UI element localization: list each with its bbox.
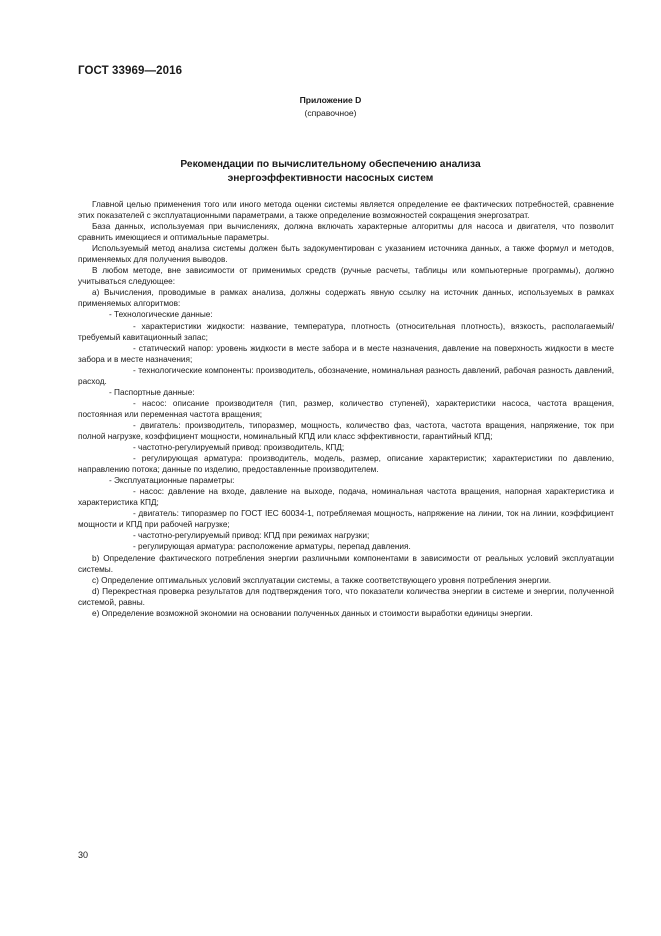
list-item: - регулирующая арматура: расположение арматуры, перепад давления.	[133, 542, 411, 552]
list-item: - частотно-регулируемый привод: КПД при режимах нагрузки;	[133, 531, 370, 541]
list-item: c) Определение оптимальных условий эксплуатации системы, а также соответствующего уровня потребления энергии.	[92, 575, 552, 585]
list-item: e) Определение возможной экономии на основании полученных данных и стоимости выработки единицы энергии.	[92, 608, 533, 618]
list-item: a) Вычисления, проводимые в рамках анализа, должны содержать явную ссылку на источник данных, используемых в рамках применяемых алгоритмов:	[78, 288, 614, 309]
list-item: - технологические компоненты: производитель, обозначение, номинальная разность давлений, рабочая разность давлений, расход.	[78, 365, 614, 386]
paragraph: Главной целью применения того или иного метода оценки системы является определение ее фактических потребностей, сравнение этих показателей с эксплуатационными параметрами, а также определение возможностей сокращения энергозатрат.	[78, 200, 614, 221]
page-number: 30	[78, 850, 89, 860]
paragraph: Используемый метод анализа системы должен быть задокументирован с указанием источника данных, а также формул и методов, применяемых для получения выводов.	[78, 244, 614, 265]
list-item: - двигатель: типоразмер по ГОСТ IEC 60034-1, потребляемая мощность, напряжение на линии, ток на линии, коэффициент мощности и КПД при рабочей нагрузке;	[78, 509, 614, 530]
list-item: - насос: описание производителя (тип, размер, количество ступеней), характеристики насоса, частота вращения, постоянная или переменная частота вращения;	[78, 398, 614, 419]
list-item: - частотно-регулируемый привод: производитель, КПД;	[133, 443, 345, 453]
list-item: b) Определение фактического потребления энергии различными компонентами в зависимости от реальных условий эксплуатации системы.	[78, 553, 614, 574]
appendix-subtitle: (справочное)	[304, 107, 357, 118]
paragraph: В любом методе, вне зависимости от применимых средств (ручные расчеты, таблицы или компьютерные программы), должно учитываться следующее:	[78, 266, 614, 287]
appendix-heading	[0, 94, 661, 119]
paragraph: База данных, используемая при вычислениях, должна включать характерные алгоритмы для насоса и двигателя, что позволит сравнить имеющиеся и оптимальные параметры.	[78, 222, 614, 243]
list-item: - статический напор: уровень жидкости в месте забора и в месте назначения, давление на поверхность жидкости в месте забора и в месте назначения;	[78, 343, 614, 364]
list-item: - характеристики жидкости: название, температура, плотность (относительная плотность), вязкость, располагаемый/требуемый кавитационный запас;	[78, 321, 614, 342]
standard-code: ГОСТ 33969—2016	[78, 65, 183, 77]
list-item: - насос: давление на входе, давление на выходе, подача, номинальная частота вращения, напорная характеристика и характеристика КПД;	[78, 487, 614, 508]
document-body	[78, 199, 614, 619]
appendix-title: Приложение D	[299, 95, 362, 105]
document-title-line-1: Рекомендации по вычислительному обеспечению анализа	[180, 159, 481, 170]
document-title-line-2: энергоэффективности насосных систем	[227, 172, 434, 184]
document-title	[0, 158, 661, 186]
list-item: - регулирующая арматура: производитель, модель, размер, описание характеристик; характеристики по давлению, направлению потока; данные по изделию, предоставленные производителем.	[78, 454, 614, 475]
list-item: d) Перекрестная проверка результатов для подтверждения того, что показатели количества энергии в системе и энергии, полученной системой, равны.	[78, 586, 614, 607]
list-subheading: - Технологические данные:	[109, 310, 213, 320]
list-subheading: - Эксплуатационные параметры:	[109, 476, 235, 486]
list-item: - двигатель: производитель, типоразмер, мощность, количество фаз, частота, частота вращения, напряжение, ток при полной нагрузке, коэффициент мощности, номинальный КПД или класс эффективности, гарантийный КПД;	[78, 420, 614, 441]
list-subheading: - Паспортные данные:	[109, 387, 195, 397]
